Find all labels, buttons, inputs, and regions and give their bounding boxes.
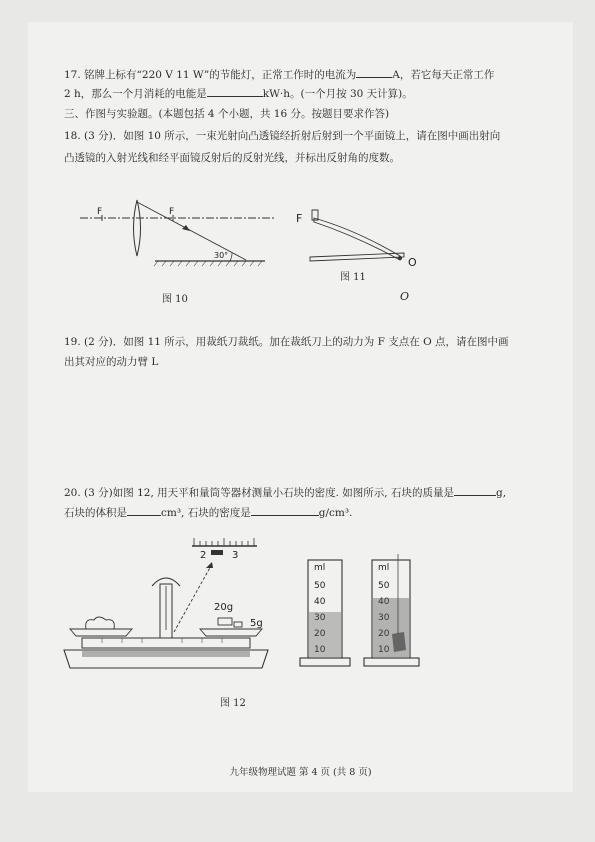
pivot-label: O bbox=[408, 256, 417, 269]
force-label: F bbox=[296, 212, 303, 225]
figure-11-diagram bbox=[296, 208, 426, 268]
cylinder-before-unit: ml bbox=[314, 563, 326, 573]
q17-text-d: kW·h。(一个月按 30 天计算)。 bbox=[262, 88, 413, 100]
q17-text-c: 2 h，那么一个月消耗的电能是 bbox=[64, 88, 207, 100]
q20-density-blank[interactable] bbox=[251, 504, 319, 516]
svg-text:20: 20 bbox=[378, 629, 390, 639]
q19-line2: 出其对应的动力臂 L bbox=[64, 356, 159, 368]
q20-text-b: g, bbox=[495, 487, 507, 499]
q17-text-a: 17. 铭牌上标有“220 V 11 W”的节能灯，正常工作时的电流为 bbox=[64, 69, 357, 81]
balance-diagram bbox=[42, 534, 262, 669]
q20-text-d: cm³, 石块的密度是 bbox=[161, 507, 251, 519]
svg-text:10: 10 bbox=[314, 645, 326, 655]
q19-line1: 19. (2 分)．如图 11 所示，用裁纸刀裁纸。加在裁纸刀上的动力为 F 支点在 O 点，请在图中画 bbox=[64, 336, 509, 348]
figure-11-caption: 图 11 bbox=[340, 272, 366, 283]
weight-20g-label: 20g bbox=[214, 602, 234, 613]
refracted-ray bbox=[137, 202, 246, 260]
scale-tick-2: 2 bbox=[200, 550, 207, 561]
cylinder-after-unit: ml bbox=[378, 563, 390, 573]
focus-label-right: F bbox=[169, 207, 175, 217]
rider-scale-zoom bbox=[192, 538, 257, 561]
page-footer: 九年级物理试题 第 4 页 (共 8 页) bbox=[229, 767, 372, 778]
figure-10-diagram bbox=[80, 198, 280, 268]
q20-text-a: 20. (3 分)如图 12, 用天平和量筒等器材测量小石块的密度. 如图所示, 石块的质量是 bbox=[64, 487, 454, 499]
q17-energy-blank[interactable] bbox=[207, 85, 263, 97]
figure-12-caption: 图 12 bbox=[220, 698, 246, 709]
figure-10-caption: 图 10 bbox=[162, 294, 188, 305]
q20-line2 bbox=[64, 504, 352, 520]
stone-submerged bbox=[392, 632, 406, 652]
q20-mass-blank[interactable] bbox=[454, 484, 496, 496]
svg-text:50: 50 bbox=[314, 581, 326, 591]
svg-text:10: 10 bbox=[378, 645, 390, 655]
q20-text-c: 石块的体积是 bbox=[64, 507, 127, 519]
zoom-pointer-arrow bbox=[206, 562, 213, 568]
mirror-hatching bbox=[154, 261, 262, 266]
section-heading: 三、作图与实验题。(本题包括 4 个小题，共 16 分。按题目要求作答) bbox=[64, 108, 390, 120]
q20-line1 bbox=[64, 484, 506, 500]
weight-5g-label: 5g bbox=[250, 618, 263, 629]
balance-scale-arc bbox=[152, 578, 180, 586]
scale-tick-3: 3 bbox=[232, 550, 239, 561]
left-pan bbox=[70, 629, 132, 636]
pivot-point bbox=[398, 256, 402, 260]
weight-20g bbox=[218, 618, 232, 625]
q18-line1: 18. (3 分)．如图 10 所示，一束光射向凸透镜经折射后射到一个平面镜上，请在图中画出射向 bbox=[64, 130, 501, 142]
balance-beam bbox=[82, 638, 250, 648]
angle-arc bbox=[230, 253, 232, 261]
zoom-pointer bbox=[174, 564, 212, 632]
q17-line1 bbox=[64, 66, 494, 82]
focus-label-left: F bbox=[97, 207, 103, 217]
water-before bbox=[309, 612, 341, 657]
q17-text-b: A，若它每天正常工作 bbox=[392, 69, 495, 81]
q20-volume-blank[interactable] bbox=[127, 504, 161, 516]
q20-text-e: g/cm³. bbox=[318, 507, 353, 519]
ray-arrow bbox=[182, 225, 190, 231]
convex-lens bbox=[134, 200, 141, 256]
pivot-label-below: O bbox=[400, 290, 410, 303]
cylinder-before bbox=[300, 554, 350, 669]
weight-5g bbox=[234, 622, 242, 627]
q18-line2: 凸透镜的入射光线和经平面镜反射后的反射光线，并标出反射角的度数。 bbox=[64, 152, 400, 164]
svg-text:30: 30 bbox=[378, 613, 390, 623]
angle-label: 30° bbox=[214, 251, 229, 260]
svg-text:40: 40 bbox=[378, 597, 390, 607]
svg-text:50: 50 bbox=[378, 581, 390, 591]
cylinder-after bbox=[364, 554, 419, 669]
svg-text:30: 30 bbox=[314, 613, 326, 623]
svg-text:20: 20 bbox=[314, 629, 326, 639]
q17-current-blank[interactable] bbox=[356, 66, 392, 78]
exam-page bbox=[28, 22, 573, 792]
right-pan bbox=[200, 629, 262, 636]
q17-line2 bbox=[64, 85, 413, 101]
stone bbox=[86, 617, 115, 629]
svg-text:40: 40 bbox=[314, 597, 326, 607]
